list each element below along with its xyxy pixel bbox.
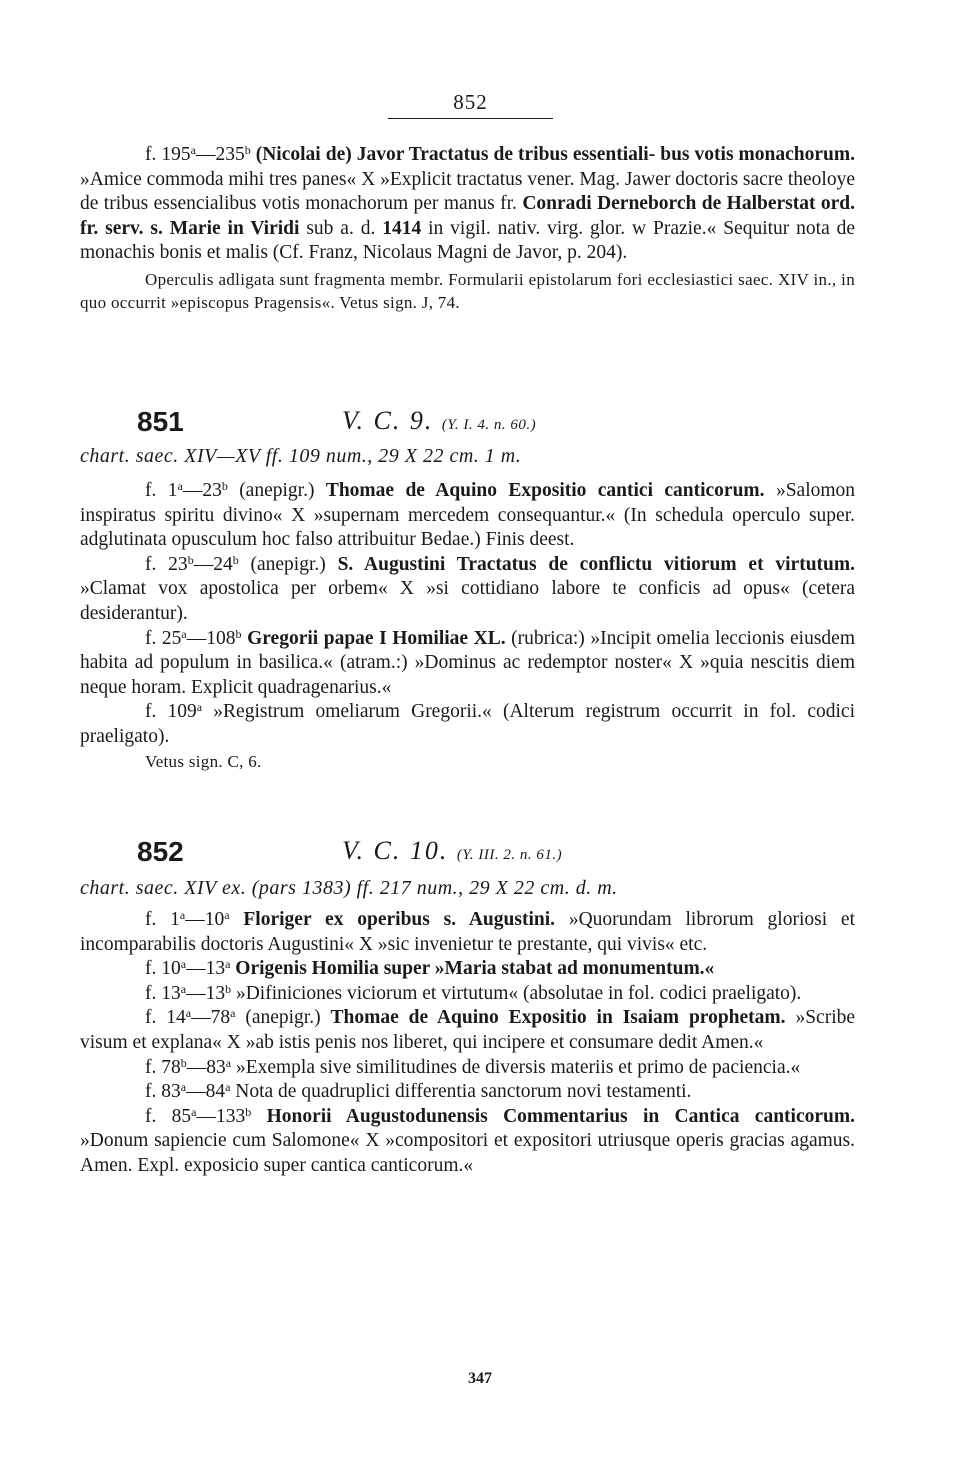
entry-number: 851	[137, 406, 184, 437]
binding-note: Operculis adligata sunt fragmenta membr. Formularii epistolarum fori ecclesiastici saec. XIV in., in quo occurrit »episcopus Pragensis«. Vetus sign. J, 74.	[80, 269, 855, 312]
header-rule	[388, 118, 553, 119]
shelf-mark: V. C. 10. (Y. III. 2. n. 61.)	[342, 836, 563, 865]
entry-851-heading	[80, 406, 855, 446]
continued-entry-text: f. 195$^a$—235$^b$ (Nicolai de) Javor Tractatus de tribus essentiali- bus votis monachorum. »Amice commoda mihi tres panes« X »Explicit tractatus vener. Mag. Jawer doctoris sacre theoloye de tribus essencialibus votis monachorum per manus fr. Conradi Derneborch de Halberstat ord. fr. serv. s. Marie in Viridi sub a. d. 1414 in vigil. nativ. virg. glor. w Prazie.« Sequitur nota de monachis bonis et malis (Cf. Franz, Nicolaus Magni de Javor, p. 204).	[80, 143, 856, 264]
list-item: f. 14$^a$—78$^a$ (anepigr.) Thomae de Aquino Expositio in Isaiam prophetam. »Scribe visum et explana« X »ab istis penis nos liberet, qui incipere et consumare dedit Amen.«	[80, 1006, 856, 1053]
shelf-mark: V. C. 9. (Y. I. 4. n. 60.)	[342, 406, 537, 435]
vetus-signature: Vetus sign. C, 6.	[145, 751, 262, 771]
list-item: f. 23$^b$—24$^b$ (anepigr.) S. Augustini Tractatus de conflictu vitiorum et virtutum. »Clamat vox apostolica per orbem« X »si cottidiano labore te conficis ad opus« (cetera desiderantur).	[80, 552, 856, 624]
entry-number: 852	[137, 836, 184, 867]
list-item: f. 83$^a$—84$^a$ Nota de quadruplici differentia sanctorum novi testamenti.	[145, 1080, 692, 1103]
list-item: f. 78$^b$—83$^a$ »Exempla sive similitudines de diversis materiis et primo de paciencia.«	[145, 1055, 801, 1078]
entry-852-items	[80, 908, 855, 1179]
old-signature: (Y. I. 4. n. 60.)	[441, 417, 537, 433]
page-number-footer: 347	[468, 1370, 492, 1387]
entry-851-description: chart. saec. XIV—XV ff. 109 num., 29 X 22 cm. 1 m.	[80, 445, 522, 467]
list-item: f. 25$^a$—108$^b$ Gregorii papae I Homiliae XL. (rubrica:) »Incipit omelia leccionis eiusdem habita ad populum in basilica.« (atram.:) »Dominus ac redemptor noster« X »quia nescitis diem neque horam. Explicit quadragenarius.«	[80, 626, 856, 698]
entry-851-items	[80, 479, 855, 773]
entry-852-heading	[80, 836, 855, 876]
list-item: f. 109$^a$ »Registrum omeliarum Gregorii.« (Alterum registrum occurrit in fol. codici praeligato).	[80, 700, 855, 747]
list-item: f. 85$^a$—133$^b$ Honorii Augustodunensis Commentarius in Cantica canticorum. »Donum sapiencie cum Salomone« X »compositori et expositori utriusque operis gracias agamus. Amen. Expl. exposicio super cantica canticorum.«	[80, 1104, 855, 1176]
list-item: f. 10$^a$—13$^a$ Origenis Homilia super »Maria stabat ad monumentum.«	[145, 957, 715, 980]
work-title: (Nicolai de) Javor Tractatus de tribus essentiali-	[255, 144, 656, 165]
page-number-header: 852	[453, 90, 488, 114]
list-item: f. 1$^a$—10$^a$ Floriger ex operibus s. Augustini. »Quorundam librorum gloriosi et incomparabilis doctoris Augustini« X »sic invenietur te prestante, qui vivis« etc.	[80, 908, 856, 955]
continued-entry	[80, 143, 855, 314]
list-item: f. 13$^a$—13$^b$ »Difiniciones viciorum et virtutum« (absolutae in fol. codici praeligato).	[145, 981, 802, 1004]
list-item: f. 1$^a$—23$^b$ (anepigr.) Thomae de Aquino Expositio cantici canticorum. »Salomon inspiratus spiritu divino« X »supernam mercedem consequantur.« (In schedula operculo super. adglutinata opusculum hoc falso attribuitur Bedae.) Finis deest.	[80, 479, 856, 551]
entry-852-description: chart. saec. XIV ex. (pars 1383) ff. 217 num., 29 X 22 cm. d. m.	[80, 877, 618, 899]
old-signature: (Y. III. 2. n. 61.)	[456, 847, 563, 863]
